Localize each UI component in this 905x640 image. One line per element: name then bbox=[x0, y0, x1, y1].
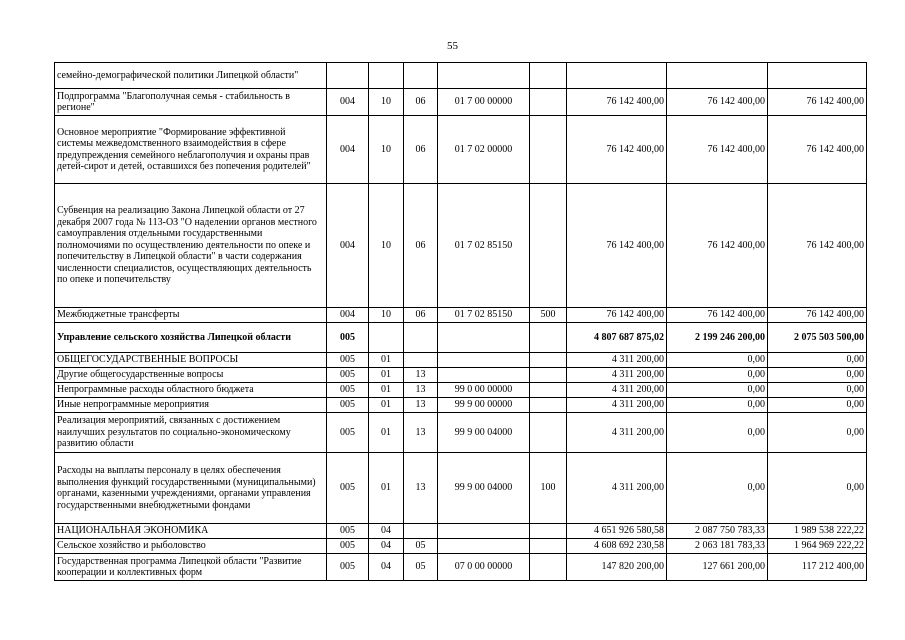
amount-year-2-cell: 76 142 400,00 bbox=[667, 116, 768, 184]
amount-year-3-cell: 0,00 bbox=[768, 353, 867, 368]
section-code-cell: 01 bbox=[369, 368, 404, 383]
table-row bbox=[55, 398, 867, 413]
row-name-cell: Реализация мероприятий, связанных с достижением наилучших результатов по социально-экономическому развитию области bbox=[55, 413, 327, 453]
ved-code-cell: 004 bbox=[327, 308, 369, 323]
table-row bbox=[55, 323, 867, 353]
amount-year-1-cell: 4 311 200,00 bbox=[567, 383, 667, 398]
subsection-code-cell bbox=[404, 323, 438, 353]
section-code-cell bbox=[369, 323, 404, 353]
ved-code-cell: 005 bbox=[327, 554, 369, 581]
row-name-cell: Расходы на выплаты персоналу в целях обеспечения выполнения функций государственными (муниципальными) органами, казенными учреждениями, органами управления государственными внебюджетными фондами bbox=[55, 453, 327, 524]
table-row bbox=[55, 368, 867, 383]
amount-year-1-cell: 4 651 926 580,58 bbox=[567, 524, 667, 539]
table-row bbox=[55, 63, 867, 89]
expense-type-cell bbox=[530, 539, 567, 554]
amount-year-3-cell: 0,00 bbox=[768, 368, 867, 383]
expense-type-cell bbox=[530, 554, 567, 581]
row-name-cell: Подпрограмма "Благополучная семья - стабильность в регионе" bbox=[55, 89, 327, 116]
subsection-code-cell: 06 bbox=[404, 116, 438, 184]
expense-type-cell bbox=[530, 368, 567, 383]
ved-code-cell: 005 bbox=[327, 539, 369, 554]
table-row bbox=[55, 353, 867, 368]
section-code-cell: 01 bbox=[369, 413, 404, 453]
target-article-code-cell bbox=[438, 539, 530, 554]
ved-code-cell: 005 bbox=[327, 383, 369, 398]
section-code-cell: 04 bbox=[369, 539, 404, 554]
ved-code-cell: 005 bbox=[327, 323, 369, 353]
amount-year-3-cell: 76 142 400,00 bbox=[768, 308, 867, 323]
amount-year-3-cell: 1 964 969 222,22 bbox=[768, 539, 867, 554]
expense-type-cell bbox=[530, 413, 567, 453]
target-article-code-cell: 01 7 02 85150 bbox=[438, 308, 530, 323]
amount-year-2-cell: 0,00 bbox=[667, 368, 768, 383]
amount-year-1-cell: 76 142 400,00 bbox=[567, 308, 667, 323]
amount-year-2-cell bbox=[667, 63, 768, 89]
subsection-code-cell: 05 bbox=[404, 539, 438, 554]
amount-year-3-cell bbox=[768, 63, 867, 89]
amount-year-1-cell: 76 142 400,00 bbox=[567, 116, 667, 184]
table-row bbox=[55, 453, 867, 524]
amount-year-2-cell: 0,00 bbox=[667, 353, 768, 368]
ved-code-cell: 005 bbox=[327, 368, 369, 383]
subsection-code-cell: 06 bbox=[404, 89, 438, 116]
section-code-cell: 01 bbox=[369, 353, 404, 368]
amount-year-1-cell: 4 311 200,00 bbox=[567, 453, 667, 524]
subsection-code-cell: 06 bbox=[404, 184, 438, 308]
target-article-code-cell bbox=[438, 524, 530, 539]
ved-code-cell: 005 bbox=[327, 453, 369, 524]
table-row bbox=[55, 413, 867, 453]
target-article-code-cell bbox=[438, 368, 530, 383]
amount-year-2-cell: 127 661 200,00 bbox=[667, 554, 768, 581]
section-code-cell: 10 bbox=[369, 184, 404, 308]
row-name-cell: Иные непрограммные мероприятия bbox=[55, 398, 327, 413]
expense-type-cell bbox=[530, 383, 567, 398]
amount-year-1-cell: 147 820 200,00 bbox=[567, 554, 667, 581]
ved-code-cell: 005 bbox=[327, 524, 369, 539]
expense-type-cell bbox=[530, 89, 567, 116]
section-code-cell: 10 bbox=[369, 308, 404, 323]
expense-type-cell: 100 bbox=[530, 453, 567, 524]
ved-code-cell bbox=[327, 63, 369, 89]
target-article-code-cell: 99 9 00 04000 bbox=[438, 453, 530, 524]
ved-code-cell: 005 bbox=[327, 353, 369, 368]
amount-year-1-cell: 4 807 687 875,02 bbox=[567, 323, 667, 353]
section-code-cell: 10 bbox=[369, 116, 404, 184]
target-article-code-cell bbox=[438, 63, 530, 89]
table-row bbox=[55, 116, 867, 184]
row-name-cell: Государственная программа Липецкой области "Развитие кооперации и коллективных форм bbox=[55, 554, 327, 581]
amount-year-2-cell: 2 199 246 200,00 bbox=[667, 323, 768, 353]
subsection-code-cell: 13 bbox=[404, 398, 438, 413]
amount-year-3-cell: 0,00 bbox=[768, 453, 867, 524]
amount-year-1-cell bbox=[567, 63, 667, 89]
table-row bbox=[55, 524, 867, 539]
amount-year-2-cell: 2 087 750 783,33 bbox=[667, 524, 768, 539]
expense-type-cell bbox=[530, 524, 567, 539]
amount-year-2-cell: 0,00 bbox=[667, 398, 768, 413]
table-row bbox=[55, 184, 867, 308]
amount-year-3-cell: 1 989 538 222,22 bbox=[768, 524, 867, 539]
amount-year-3-cell: 2 075 503 500,00 bbox=[768, 323, 867, 353]
amount-year-3-cell: 76 142 400,00 bbox=[768, 89, 867, 116]
row-name-cell: семейно-демографической политики Липецкой области" bbox=[55, 63, 327, 89]
row-name-cell: Субвенция на реализацию Закона Липецкой области от 27 декабря 2007 года № 113-ОЗ "О наделении органов местного самоуправления отдельными государственными полномочиями по осуществлению деятельности по опеке и попечительству в Липецкой области" в части содержания численности специалистов, осуществляющих деятельность по опеке и попечительству bbox=[55, 184, 327, 308]
row-name-cell: Другие общегосударственные вопросы bbox=[55, 368, 327, 383]
subsection-code-cell bbox=[404, 524, 438, 539]
section-code-cell: 01 bbox=[369, 383, 404, 398]
section-code-cell: 01 bbox=[369, 453, 404, 524]
table-body bbox=[55, 63, 867, 581]
amount-year-1-cell: 4 311 200,00 bbox=[567, 398, 667, 413]
target-article-code-cell: 01 7 02 00000 bbox=[438, 116, 530, 184]
table-row bbox=[55, 383, 867, 398]
subsection-code-cell: 13 bbox=[404, 453, 438, 524]
amount-year-2-cell: 0,00 bbox=[667, 413, 768, 453]
amount-year-2-cell: 0,00 bbox=[667, 383, 768, 398]
amount-year-3-cell: 117 212 400,00 bbox=[768, 554, 867, 581]
expense-type-cell bbox=[530, 184, 567, 308]
subsection-code-cell bbox=[404, 63, 438, 89]
amount-year-1-cell: 4 311 200,00 bbox=[567, 413, 667, 453]
amount-year-3-cell: 0,00 bbox=[768, 398, 867, 413]
section-code-cell bbox=[369, 63, 404, 89]
section-code-cell: 04 bbox=[369, 524, 404, 539]
ved-code-cell: 005 bbox=[327, 413, 369, 453]
expense-type-cell bbox=[530, 323, 567, 353]
budget-table bbox=[54, 62, 867, 581]
row-name-cell: НАЦИОНАЛЬНАЯ ЭКОНОМИКА bbox=[55, 524, 327, 539]
target-article-code-cell bbox=[438, 353, 530, 368]
expense-type-cell: 500 bbox=[530, 308, 567, 323]
amount-year-1-cell: 76 142 400,00 bbox=[567, 184, 667, 308]
page-number: 55 bbox=[447, 40, 458, 52]
amount-year-3-cell: 76 142 400,00 bbox=[768, 116, 867, 184]
amount-year-3-cell: 0,00 bbox=[768, 413, 867, 453]
expense-type-cell bbox=[530, 116, 567, 184]
subsection-code-cell bbox=[404, 353, 438, 368]
amount-year-2-cell: 0,00 bbox=[667, 453, 768, 524]
target-article-code-cell: 99 9 00 04000 bbox=[438, 413, 530, 453]
section-code-cell: 10 bbox=[369, 89, 404, 116]
amount-year-3-cell: 0,00 bbox=[768, 383, 867, 398]
ved-code-cell: 004 bbox=[327, 116, 369, 184]
table-row bbox=[55, 554, 867, 581]
section-code-cell: 01 bbox=[369, 398, 404, 413]
expense-type-cell bbox=[530, 63, 567, 89]
amount-year-2-cell: 76 142 400,00 bbox=[667, 89, 768, 116]
expense-type-cell bbox=[530, 353, 567, 368]
table-row bbox=[55, 539, 867, 554]
row-name-cell: Непрограммные расходы областного бюджета bbox=[55, 383, 327, 398]
row-name-cell: Межбюджетные трансферты bbox=[55, 308, 327, 323]
target-article-code-cell: 07 0 00 00000 bbox=[438, 554, 530, 581]
subsection-code-cell: 13 bbox=[404, 368, 438, 383]
amount-year-1-cell: 4 311 200,00 bbox=[567, 353, 667, 368]
target-article-code-cell: 01 7 02 85150 bbox=[438, 184, 530, 308]
target-article-code-cell: 01 7 00 00000 bbox=[438, 89, 530, 116]
row-name-cell: ОБЩЕГОСУДАРСТВЕННЫЕ ВОПРОСЫ bbox=[55, 353, 327, 368]
row-name-cell: Сельское хозяйство и рыболовство bbox=[55, 539, 327, 554]
amount-year-1-cell: 4 608 692 230,58 bbox=[567, 539, 667, 554]
subsection-code-cell: 06 bbox=[404, 308, 438, 323]
amount-year-1-cell: 76 142 400,00 bbox=[567, 89, 667, 116]
amount-year-3-cell: 76 142 400,00 bbox=[768, 184, 867, 308]
subsection-code-cell: 13 bbox=[404, 413, 438, 453]
amount-year-2-cell: 2 063 181 783,33 bbox=[667, 539, 768, 554]
expense-type-cell bbox=[530, 398, 567, 413]
target-article-code-cell bbox=[438, 323, 530, 353]
subsection-code-cell: 13 bbox=[404, 383, 438, 398]
section-code-cell: 04 bbox=[369, 554, 404, 581]
row-name-cell: Основное мероприятие "Формирование эффективной системы межведомственного взаимодействия в сфере предупреждения семейного неблагополучия и охраны прав детей-сирот и детей, оставшихся без попечения родителей" bbox=[55, 116, 327, 184]
amount-year-1-cell: 4 311 200,00 bbox=[567, 368, 667, 383]
amount-year-2-cell: 76 142 400,00 bbox=[667, 184, 768, 308]
ved-code-cell: 004 bbox=[327, 89, 369, 116]
target-article-code-cell: 99 0 00 00000 bbox=[438, 383, 530, 398]
ved-code-cell: 004 bbox=[327, 184, 369, 308]
ved-code-cell: 005 bbox=[327, 398, 369, 413]
table-row bbox=[55, 89, 867, 116]
table-row bbox=[55, 308, 867, 323]
row-name-cell: Управление сельского хозяйства Липецкой области bbox=[55, 323, 327, 353]
target-article-code-cell: 99 9 00 00000 bbox=[438, 398, 530, 413]
amount-year-2-cell: 76 142 400,00 bbox=[667, 308, 768, 323]
subsection-code-cell: 05 bbox=[404, 554, 438, 581]
